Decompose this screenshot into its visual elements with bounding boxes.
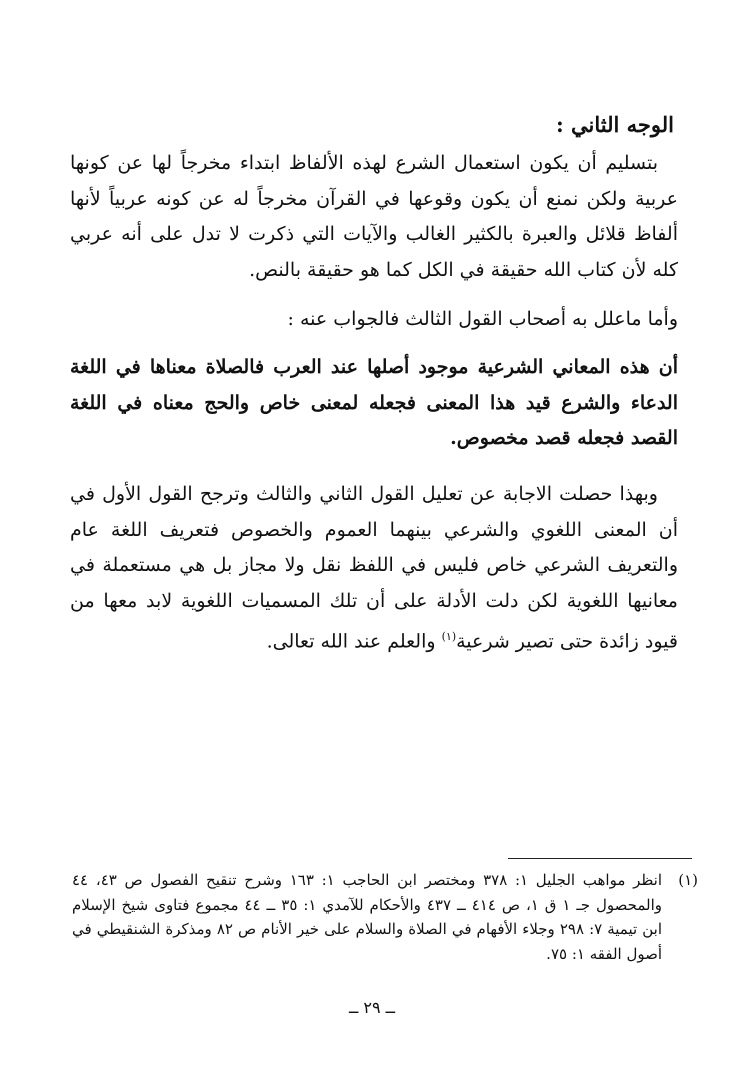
paragraph-text: بتسليم أن يكون استعمال الشرع لهذه الألفاظ ابتداء مخرجاً لها عن كونها عربية ولكن نمنع أن يكون وقوعها في القرآن مخرجاً له عن كونه عربياً لأنها ألفاظ قلائل والعبرة بالكثير الغالب والآيات التي ذكرت لا تدل على أنه عربي كله لأن كتاب الله حقيقة في الكل كما هو حقيقة بالنص. <box>70 152 678 281</box>
paragraph-body <box>70 477 678 660</box>
footnote-text: انظر مواهب الجليل ١: ٣٧٨ ومختصر ابن الحاجب ١: ١٦٣ وشرح تنقيح الفصول ص ٤٣، ٤٤ والمحصول جـ ١ ق ١، ص ٤١٤ ــ ٤٣٧ والأحكام للآمدي ١: ٣٥ ــ ٤٤ مجموع فتاوى شيخ الإسلام ابن تيمية ٧: ٢٩٨ وجلاء الأفهام في الصلاة والسلام على خير الأنام ص ٨٢ ومذكرة الشنقيطي في أصول الفقه ١: ٧٥. <box>72 871 663 963</box>
paragraph-third-opinion-intro <box>70 302 678 338</box>
section-heading: الوجه الثاني : <box>555 112 674 137</box>
footnote-marker: (١) <box>678 871 698 889</box>
page-number: ــ ٢٩ ــ <box>348 998 396 1017</box>
paragraph-text: وأما ماعلل به أصحاب القول الثالث فالجواب عنه : <box>287 308 678 330</box>
paragraph-tail: والعلم عند الله تعالى. <box>266 630 442 653</box>
paragraph-text: أن هذه المعاني الشرعية موجود أصلها عند العرب فالصلاة معناها في اللغة الدعاء والشرع قيد هذا المعنى فجعله لمعنى خاص والحج معناه في اللغة القصد فجعله قصد مخصوص. <box>70 356 678 449</box>
paragraph-conclusion <box>70 477 678 660</box>
paragraph-first-aspect <box>70 146 678 288</box>
footnote-section <box>72 868 698 966</box>
footnote-reference[interactable]: (١) <box>441 630 457 643</box>
paragraph-text: وبهذا حصلت الاجابة عن تعليل القول الثاني والثالث وترجح القول الأول في أن المعنى اللغوي والشرعي بينهما العموم والخصوص فتعريف اللغة عام والتعريف الشرعي خاص فليس في اللفظ نقل ولا مجاز بل هي مستعملة في معانيها اللغوية لكن دلت الأدلة على أن تلك المسميات اللغوية لابد معها من قيود زائدة حتى تصير شرعية <box>70 483 678 653</box>
footnote-divider <box>508 858 692 859</box>
paragraph-sharia-meanings <box>70 350 678 457</box>
